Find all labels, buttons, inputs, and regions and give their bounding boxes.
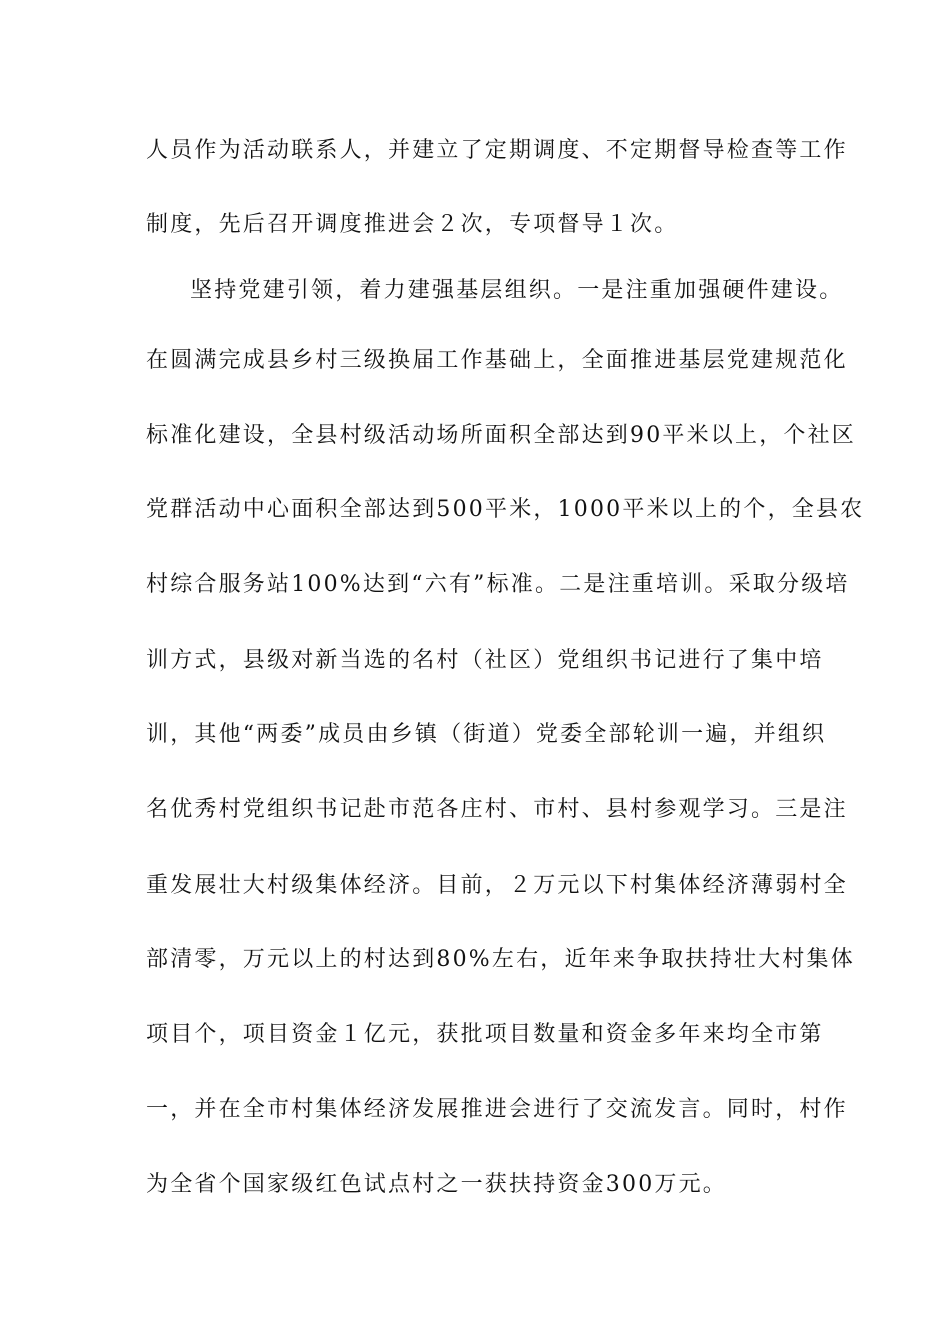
text-line-11: 重发展壮大村级集体经济。目前，２万元以下村集体经济薄弱村全 (146, 873, 848, 898)
text-line-13: 项目个，项目资金１亿元，获批项目数量和资金多年来均全市第 (146, 1022, 824, 1047)
text-line-7: 村综合服务站100%达到“六有”标准。二是注重培训。采取分级培 (146, 572, 850, 597)
text-line-2: 制度，先后召开调度推进会２次，专项督导１次。 (146, 212, 679, 237)
text-line-9: 训，其他“两委”成员由乡镇（街道）党委全部轮训一遍，并组织 (146, 722, 827, 747)
text-line-6: 党群活动中心面积全部达到500平米，1000平米以上的个，全县农 (146, 497, 865, 522)
text-line-3: 坚持党建引领，着力建强基层组织。一是注重加强硬件建设。 (190, 278, 844, 303)
text-line-5: 标准化建设，全县村级活动场所面积全部达到90平米以上，个社区 (146, 423, 856, 448)
text-line-8: 训方式，县级对新当选的名村（社区）党组织书记进行了集中培 (146, 648, 824, 673)
text-line-1: 人员作为活动联系人，并建立了定期调度、不定期督导检查等工作 (146, 138, 848, 163)
text-line-14: 一，并在全市村集体经济发展推进会进行了交流发言。同时，村作 (146, 1097, 848, 1122)
text-line-15: 为全省个国家级红色试点村之一获扶持资金300万元。 (146, 1172, 727, 1197)
text-line-10: 名优秀村党组织书记赴市范各庄村、市村、县村参观学习。三是注 (146, 797, 848, 822)
text-line-12: 部清零，万元以上的村达到80%左右，近年来争取扶持壮大村集体 (146, 947, 855, 972)
text-line-4: 在圆满完成县乡村三级换届工作基础上，全面推进基层党建规范化 (146, 348, 848, 373)
